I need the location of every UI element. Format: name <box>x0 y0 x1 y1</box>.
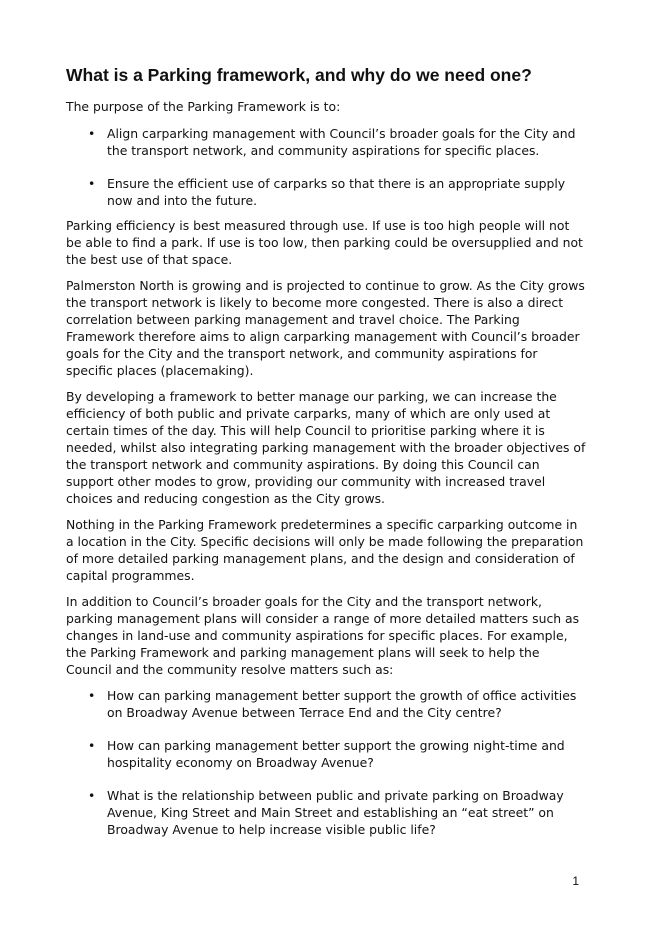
body-paragraph: By developing a framework to better manage our parking, we can increase the efficiency of both public and private carparks, many of which are only used at certain times of the day. This will help Council to prioritise parking where it is needed, whilst also integrating parking management with the broader objectives of the transport network and community aspirations. By doing this Council can support other modes to grow, providing our community with increased travel choices and reducing congestion as the City grows. <box>66 389 586 506</box>
bullet-icon: • <box>88 688 96 703</box>
body-paragraph: In addition to Council’s broader goals for the City and the transport network, parking management plans will consider a range of more detailed matters such as changes in land-use and community aspirations for specific places. For example, the Parking Framework and parking management plans will seek to help the Council and the community resolve matters such as: <box>66 594 580 677</box>
body-paragraph: Parking efficiency is best measured through use. If use is too high people will not be able to find a park. If use is too low, then parking could be oversupplied and not the best use of that space. <box>66 218 583 267</box>
body-paragraph: Palmerston North is growing and is projected to continue to grow. As the City grows the transport network is likely to become more congested. There is also a direct correlation between parking management and travel choice. The Parking Framework therefore aims to align carparking management with Council’s broader goals for the City and the transport network, and community aspirations for specific places (placemaking). <box>66 278 585 378</box>
purpose-bullet-text: Align carparking management with Council’s broader goals for the City and the transport network, and community aspirations for specific places. <box>107 126 576 158</box>
question-bullet <box>66 787 586 838</box>
question-bullet <box>66 737 586 771</box>
bullet-icon: • <box>88 176 96 191</box>
document-page <box>66 64 586 846</box>
bullet-icon: • <box>88 126 96 141</box>
bullet-icon: • <box>88 738 96 753</box>
intro-paragraph: The purpose of the Parking Framework is to: <box>66 99 341 114</box>
purpose-list <box>66 125 586 209</box>
question-bullet <box>66 687 586 721</box>
question-bullet-text: What is the relationship between public and private parking on Broadway Avenue, King Street and Main Street and establishing an “eat street” on Broadway Avenue to help increase visible public life? <box>107 788 564 837</box>
question-list <box>66 687 586 838</box>
question-bullet-text: How can parking management better support the growing night-time and hospitality economy on Broadway Avenue? <box>107 738 565 770</box>
purpose-bullet-text: Ensure the efficient use of carparks so that there is an appropriate supply now and into the future. <box>107 176 566 208</box>
bullet-icon: • <box>88 788 96 803</box>
purpose-bullet <box>66 125 586 159</box>
purpose-bullet <box>66 175 586 209</box>
page-number: 1 <box>572 874 579 888</box>
body-paragraph: Nothing in the Parking Framework predetermines a specific carparking outcome in a location in the City. Specific decisions will only be made following the preparation of more detailed parking management plans, and the design and consideration of capital programmes. <box>66 517 584 583</box>
question-bullet-text: How can parking management better support the growth of office activities on Broadway Avenue between Terrace End and the City centre? <box>107 688 577 720</box>
page-title: What is a Parking framework, and why do we need one? <box>66 65 532 85</box>
